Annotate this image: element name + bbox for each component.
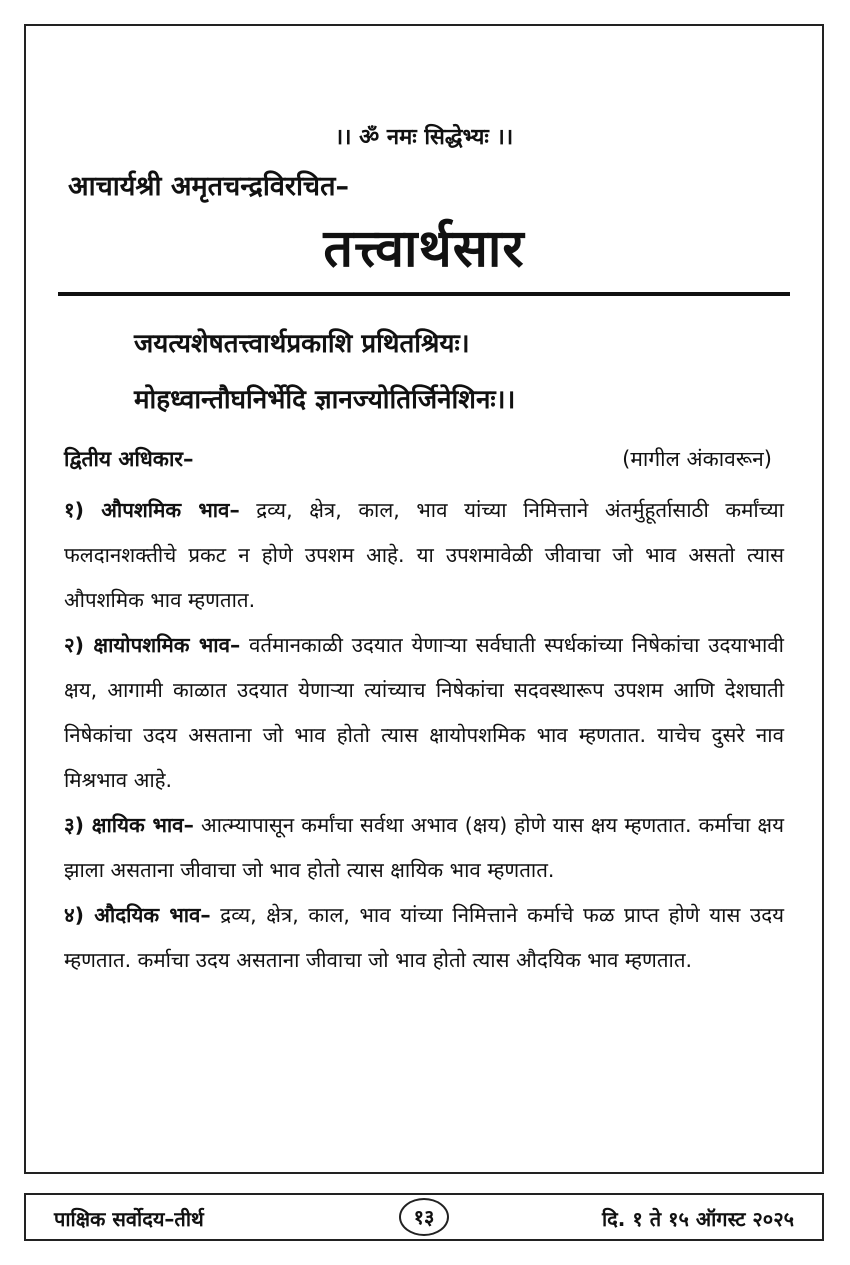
paragraph-term: १) औपशमिक भाव–	[64, 498, 240, 522]
title-divider	[58, 292, 790, 296]
publication-name: पाक्षिक सर्वोदय–तीर्थ	[54, 1207, 204, 1231]
author-line: आचार्यश्री अमृतचन्द्रविरचित–	[68, 171, 349, 202]
paragraph-term: २) क्षायोपशमिक भाव–	[64, 633, 241, 657]
verse-line-1: जयत्यशेषतत्त्वार्थप्रकाशि प्रथितश्रियः।	[134, 329, 470, 359]
paragraph-2	[64, 623, 784, 803]
chapter-row	[64, 445, 782, 473]
paragraph-4	[64, 893, 784, 983]
verse-line-2: मोहध्वान्तौघनिर्भेदि ज्ञानज्योतिर्जिनेशिनः।।	[134, 385, 516, 415]
paragraph-text: द्रव्य, क्षेत्र, काल, भाव यांच्या निमित्ताने कर्माचे फळ प्राप्त होणे यास उदय म्हणतात. कर्माचा उदय असताना जीवाचा जो भाव होतो त्यास औदयिक भाव म्हणतात.	[64, 903, 784, 972]
invocation: ।। ॐ नमः सिद्धेभ्यः ।।	[334, 125, 514, 150]
page-frame	[24, 24, 824, 1174]
paragraph-text: द्रव्य, क्षेत्र, काल, भाव यांच्या निमित्ताने अंतर्मुहूर्तासाठी कर्मांच्या फलदानशक्तीचे प्रकट न होणे उपशम आहे. या उपशमावेळी जीवाचा जो भाव असतो त्यास औपशमिक भाव म्हणतात.	[64, 498, 784, 612]
issue-date: दि. १ ते १५ ऑगस्ट २०२५	[602, 1207, 794, 1231]
page-title: तत्त्वार्थसार	[323, 219, 525, 279]
paragraph-text: वर्तमानकाळी उदयात येणाऱ्या सर्वघाती स्पर्धकांच्या निषेकांचा उदयाभावी क्षय, आगामी काळात उदयात येणाऱ्या त्यांच्याच निषेकांचा सदवस्थारूप उपशम आणि देशघाती निषेकांचा उदय असताना जो भाव होतो त्यास क्षायोपशमिक भाव म्हणतात. याचेच दुसरे नाव मिश्रभाव आहे.	[64, 633, 784, 792]
paragraph-term: ३) क्षायिक भाव–	[64, 813, 194, 837]
paragraph-1	[64, 488, 784, 623]
continued-note: (मागील अंकावरून)	[622, 447, 772, 471]
chapter-heading: द्वितीय अधिकार–	[64, 447, 194, 471]
page-number: १३	[399, 1198, 449, 1236]
paragraph-text: आत्म्यापासून कर्मांचा सर्वथा अभाव (क्षय) होणे यास क्षय म्हणतात. कर्माचा क्षय झाला असताना जीवाचा जो भाव होतो त्यास क्षायिक भाव म्हणतात.	[64, 813, 784, 882]
paragraph-term: ४) औदयिक भाव–	[64, 903, 211, 927]
paragraph-3	[64, 803, 784, 893]
body-text	[64, 488, 784, 983]
page-footer	[24, 1193, 824, 1241]
